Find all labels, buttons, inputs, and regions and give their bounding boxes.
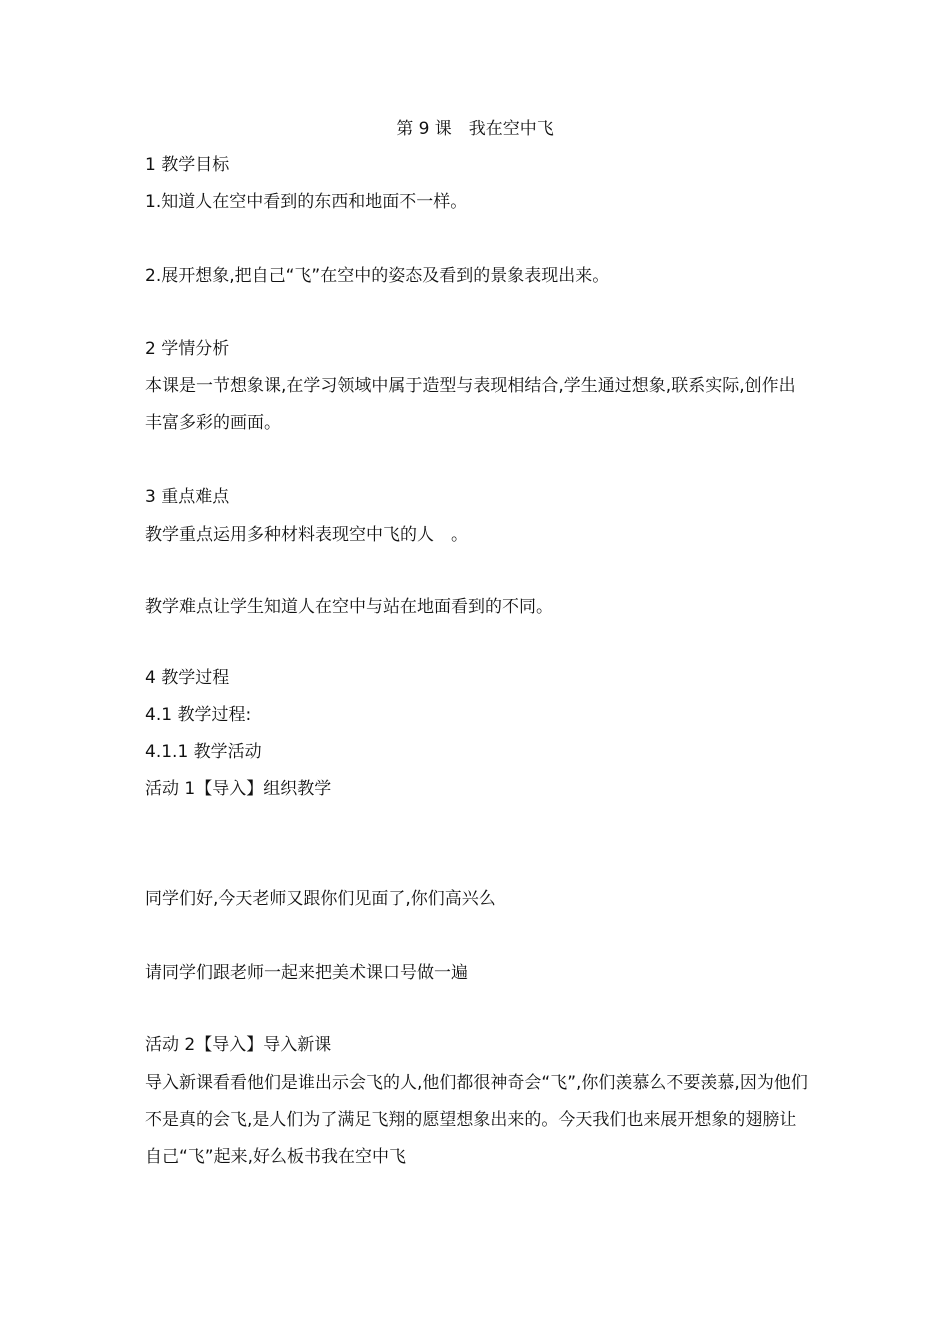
- activity-2-paragraph: 导入新课看看他们是谁出示会飞的人,他们都很神奇会“飞”,你们羡慕么不要羡慕,因为他们不是真的会飞,是人们为了满足飞翔的愿望想象出来的。今天我们也来展开想象的翅膀让自己“飞”起来,好么板书我在空中飞: [145, 1073, 808, 1167]
- activity-1-heading: 活动 1【导入】组织教学: [145, 779, 332, 799]
- section-heading-process: 4 教学过程: [145, 668, 230, 688]
- activity-2-heading: 活动 2【导入】导入新课: [145, 1035, 332, 1055]
- activity-1-line-2: 请同学们跟老师一起来把美术课口号做一遍: [145, 963, 468, 983]
- difficulty-text: 教学难点让学生知道人在空中与站在地面看到的不同。: [145, 597, 553, 617]
- analysis-paragraph: 本课是一节想象课,在学习领域中属于造型与表现相结合,学生通过想象,联系实际,创作出丰富多彩的画面。: [145, 376, 796, 433]
- activity-1-line-1: 同学们好,今天老师又跟你们见面了,你们高兴么: [145, 889, 496, 909]
- goal-item-2: 2.展开想象,把自己“飞”在空中的姿态及看到的景象表现出来。: [145, 266, 610, 286]
- section-heading-goals: 1 教学目标: [145, 155, 230, 175]
- subsection-heading-4-1: 4.1 教学过程:: [145, 705, 252, 725]
- section-heading-key-points: 3 重点难点: [145, 487, 230, 507]
- lesson-title: 第 9 课 我在空中飞: [396, 119, 554, 139]
- goal-item-1: 1.知道人在空中看到的东西和地面不一样。: [145, 192, 468, 212]
- subsection-heading-4-1-1: 4.1.1 教学活动: [145, 742, 262, 762]
- section-heading-analysis: 2 学情分析: [145, 339, 230, 359]
- key-point-text: 教学重点运用多种材料表现空中飞的人 。: [145, 525, 468, 545]
